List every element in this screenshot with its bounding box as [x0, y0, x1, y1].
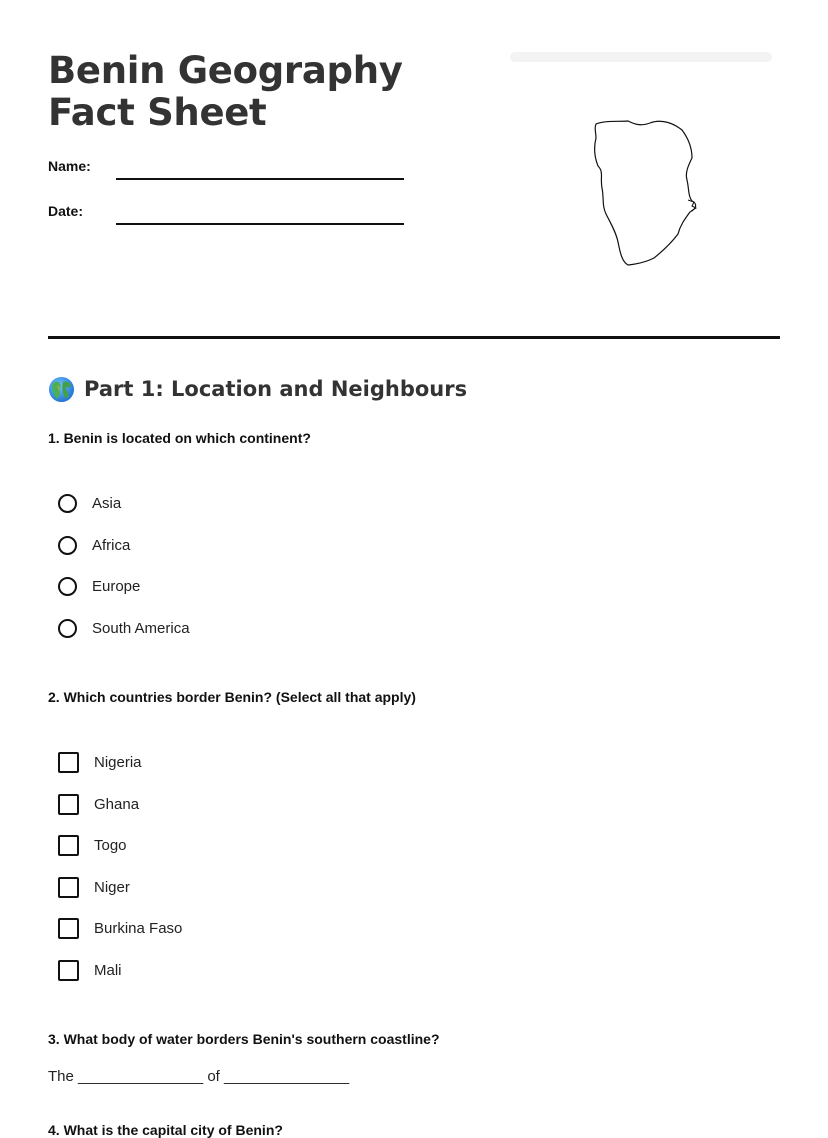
- name-line[interactable]: [116, 178, 404, 180]
- part1-heading-text: Part 1: Location and Neighbours: [84, 377, 468, 401]
- q2-option-nigeria[interactable]: [58, 750, 142, 774]
- option-label: Niger: [94, 878, 130, 896]
- globe-icon: [48, 376, 75, 403]
- option-label: Africa: [92, 536, 131, 554]
- q2-option-burkina-faso[interactable]: [58, 916, 182, 940]
- part1-heading: [48, 374, 467, 404]
- question-4: 4. What is the capital city of Benin?: [48, 1122, 283, 1138]
- section-divider: [48, 336, 780, 339]
- option-label: Burkina Faso: [94, 919, 183, 937]
- page-title: Benin Geography Fact Sheet: [48, 49, 403, 134]
- worksheet-page: [48, 0, 780, 1138]
- date-label: Date:: [48, 203, 84, 219]
- benin-outline-map-icon: [588, 116, 704, 270]
- checkbox[interactable]: [58, 918, 79, 939]
- checkbox[interactable]: [58, 877, 79, 898]
- checkbox[interactable]: [58, 960, 79, 981]
- q2-option-togo[interactable]: [58, 833, 127, 857]
- option-label: Asia: [92, 494, 122, 512]
- faint-header-mark: [510, 52, 772, 62]
- radio-button[interactable]: [58, 494, 77, 513]
- q1-option-europe[interactable]: [58, 574, 140, 598]
- option-label: Togo: [94, 836, 127, 854]
- option-label: South America: [92, 619, 190, 637]
- option-label: Ghana: [94, 795, 140, 813]
- option-label: Europe: [92, 577, 141, 595]
- q1-option-south-america[interactable]: [58, 616, 190, 640]
- option-label: Mali: [94, 961, 122, 979]
- checkbox[interactable]: [58, 794, 79, 815]
- question-3: 3. What body of water borders Benin's southern coastline?: [48, 1031, 440, 1047]
- name-label: Name:: [48, 158, 91, 174]
- name-field: [48, 158, 408, 182]
- q1-option-asia[interactable]: [58, 491, 121, 515]
- q2-option-mali[interactable]: [58, 958, 122, 982]
- q3-fill-in-blank[interactable]: The _______________ of _______________: [48, 1068, 350, 1085]
- radio-button[interactable]: [58, 619, 77, 638]
- date-line[interactable]: [116, 223, 404, 225]
- q1-option-africa[interactable]: [58, 533, 130, 557]
- question-1: 1. Benin is located on which continent?: [48, 430, 311, 446]
- option-label: Nigeria: [94, 753, 142, 771]
- checkbox[interactable]: [58, 752, 79, 773]
- checkbox[interactable]: [58, 835, 79, 856]
- radio-button[interactable]: [58, 577, 77, 596]
- question-2: 2. Which countries border Benin? (Select all that apply): [48, 689, 416, 705]
- q2-option-niger[interactable]: [58, 875, 130, 899]
- radio-button[interactable]: [58, 536, 77, 555]
- date-field: [48, 203, 408, 227]
- q2-option-ghana[interactable]: [58, 792, 139, 816]
